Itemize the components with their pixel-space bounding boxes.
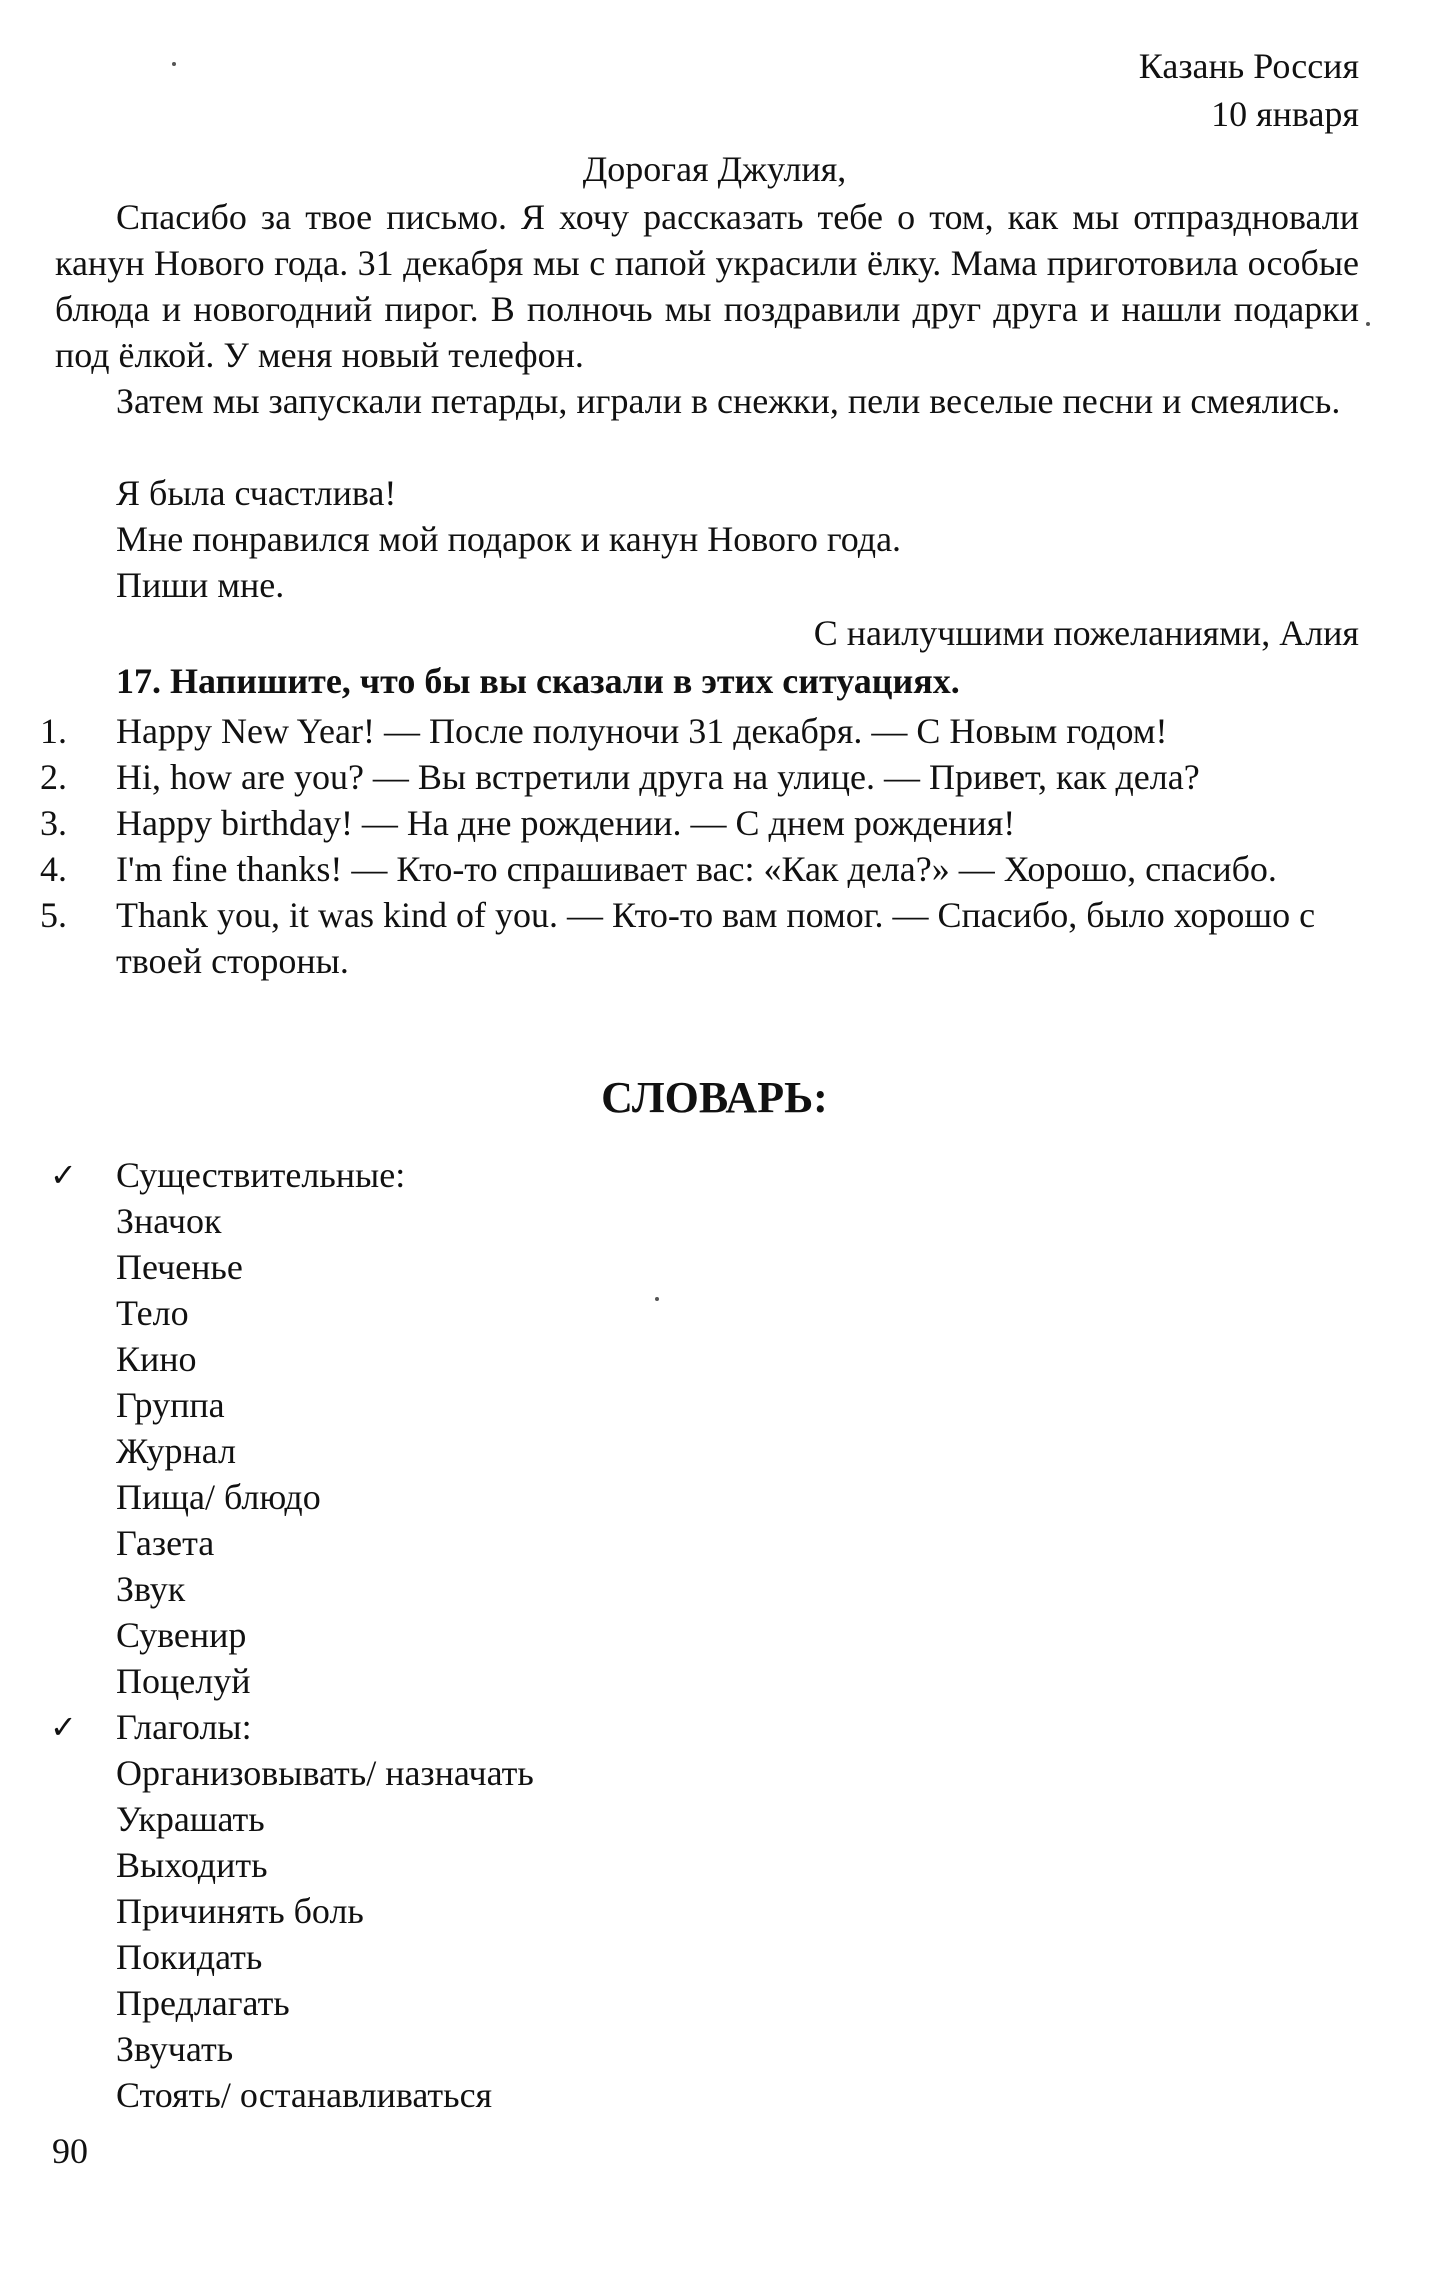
item-text: Happy birthday! — На дне рождении. — С днем рождения!	[116, 803, 1016, 843]
vocab-word: Покидать	[116, 1937, 263, 1977]
item-text: Thank you, it was kind of you. — Кто-то вам помог. — Спасибо, было хорошо с твоей стороны.	[116, 895, 1316, 981]
checkmark-icon: ✓	[50, 1708, 77, 1746]
vocab-word: Поцелуй	[116, 1661, 251, 1701]
checkmark-icon: ✓	[50, 1156, 77, 1194]
vocab-item	[50, 1980, 850, 2026]
vocabulary-heading-verbs	[50, 1704, 850, 1750]
letter-date: 10 января	[1211, 94, 1359, 134]
vocab-word: Стоять/ останавливаться	[116, 2075, 493, 2115]
vocab-word: Звучать	[116, 2029, 234, 2069]
page-number: 90	[52, 2131, 88, 2171]
vocabulary-verbs	[50, 1704, 850, 2118]
vocab-word: Звук	[116, 1569, 186, 1609]
item-text: Happy New Year! — После полуночи 31 декабря. — С Новым годом!	[116, 711, 1168, 751]
vocab-word: Значок	[116, 1201, 222, 1241]
letter-line: Пиши мне.	[116, 565, 285, 605]
vocab-word: Кино	[116, 1339, 197, 1379]
vocab-word: Газета	[116, 1523, 215, 1563]
vocab-item	[50, 1842, 850, 1888]
item-number: 3.	[40, 803, 67, 843]
exercise-list	[40, 708, 1359, 984]
heading-text: Глаголы:	[116, 1707, 252, 1747]
vocab-item	[50, 1428, 850, 1474]
vocab-item	[50, 1612, 850, 1658]
vocab-item	[50, 1566, 850, 1612]
scan-speck	[172, 62, 176, 66]
vocab-item	[50, 1290, 850, 1336]
vocabulary-nouns	[50, 1152, 850, 1704]
vocab-item	[50, 1198, 850, 1244]
item-text: I'm fine thanks! — Кто-то спрашивает вас: «Как дела?» — Хорошо, спасибо.	[116, 849, 1277, 889]
vocab-item	[50, 1934, 850, 1980]
vocab-word: Группа	[116, 1385, 225, 1425]
vocab-word: Организовывать/ назначать	[116, 1753, 534, 1793]
vocab-word: Украшать	[116, 1799, 265, 1839]
vocab-word: Предлагать	[116, 1983, 290, 2023]
vocab-item	[50, 2072, 850, 2118]
vocab-item	[50, 1382, 850, 1428]
scan-speck	[1366, 322, 1370, 326]
item-number: 1.	[40, 711, 67, 751]
vocab-word: Тело	[116, 1293, 189, 1333]
vocab-word: Сувенир	[116, 1615, 247, 1655]
vocab-item	[50, 1474, 850, 1520]
list-item	[40, 708, 1359, 754]
vocab-word: Выходить	[116, 1845, 268, 1885]
list-item	[40, 892, 1359, 984]
vocab-item	[50, 1520, 850, 1566]
vocab-item	[50, 2026, 850, 2072]
exercise-title: 17. Напишите, что бы вы сказали в этих ситуациях.	[116, 661, 960, 701]
vocab-item	[50, 1336, 850, 1382]
vocab-item	[50, 1244, 850, 1290]
letter-line: Мне понравился мой подарок и канун Нового года.	[116, 519, 902, 559]
vocab-item	[50, 1658, 850, 1704]
letter-paragraph: Затем мы запускали петарды, играли в снежки, пели веселые песни и смеялись.	[116, 381, 1341, 421]
item-number: 4.	[40, 849, 67, 889]
letter-greeting: Дорогая Джулия,	[582, 149, 847, 189]
vocab-item	[50, 1796, 850, 1842]
letter-signature: С наилучшими пожеланиями, Алия	[813, 613, 1359, 653]
letter-paragraph: Спасибо за твое письмо. Я хочу рассказать тебе о том, как мы отпраздновали канун Нового года. 31 декабря мы с папой украсили ёлку. Мама приготовила особые блюда и новогодний пирог. В полночь мы поздравили друг друга и нашли подарки под ёлкой. У меня новый телефон.	[55, 197, 1359, 375]
list-item	[40, 800, 1359, 846]
item-number: 5.	[40, 895, 67, 935]
vocab-word: Журнал	[116, 1431, 237, 1471]
list-item	[40, 846, 1359, 892]
vocabulary-title: СЛОВАРЬ:	[601, 1073, 828, 1122]
item-text: Hi, how are you? — Вы встретили друга на улице. — Привет, как дела?	[116, 757, 1200, 797]
letter-header	[1139, 42, 1359, 138]
vocab-item	[50, 1888, 850, 1934]
vocab-word: Печенье	[116, 1247, 243, 1287]
vocabulary-heading-nouns	[50, 1152, 850, 1198]
vocab-word: Причинять боль	[116, 1891, 364, 1931]
letter-place: Казань Россия	[1138, 46, 1359, 86]
vocab-word: Пища/ блюдо	[116, 1477, 321, 1517]
vocab-item	[50, 1750, 850, 1796]
letter-line: Я была счастлива!	[116, 473, 397, 513]
heading-text: Существительные:	[116, 1155, 406, 1195]
item-number: 2.	[40, 757, 67, 797]
list-item	[40, 754, 1359, 800]
